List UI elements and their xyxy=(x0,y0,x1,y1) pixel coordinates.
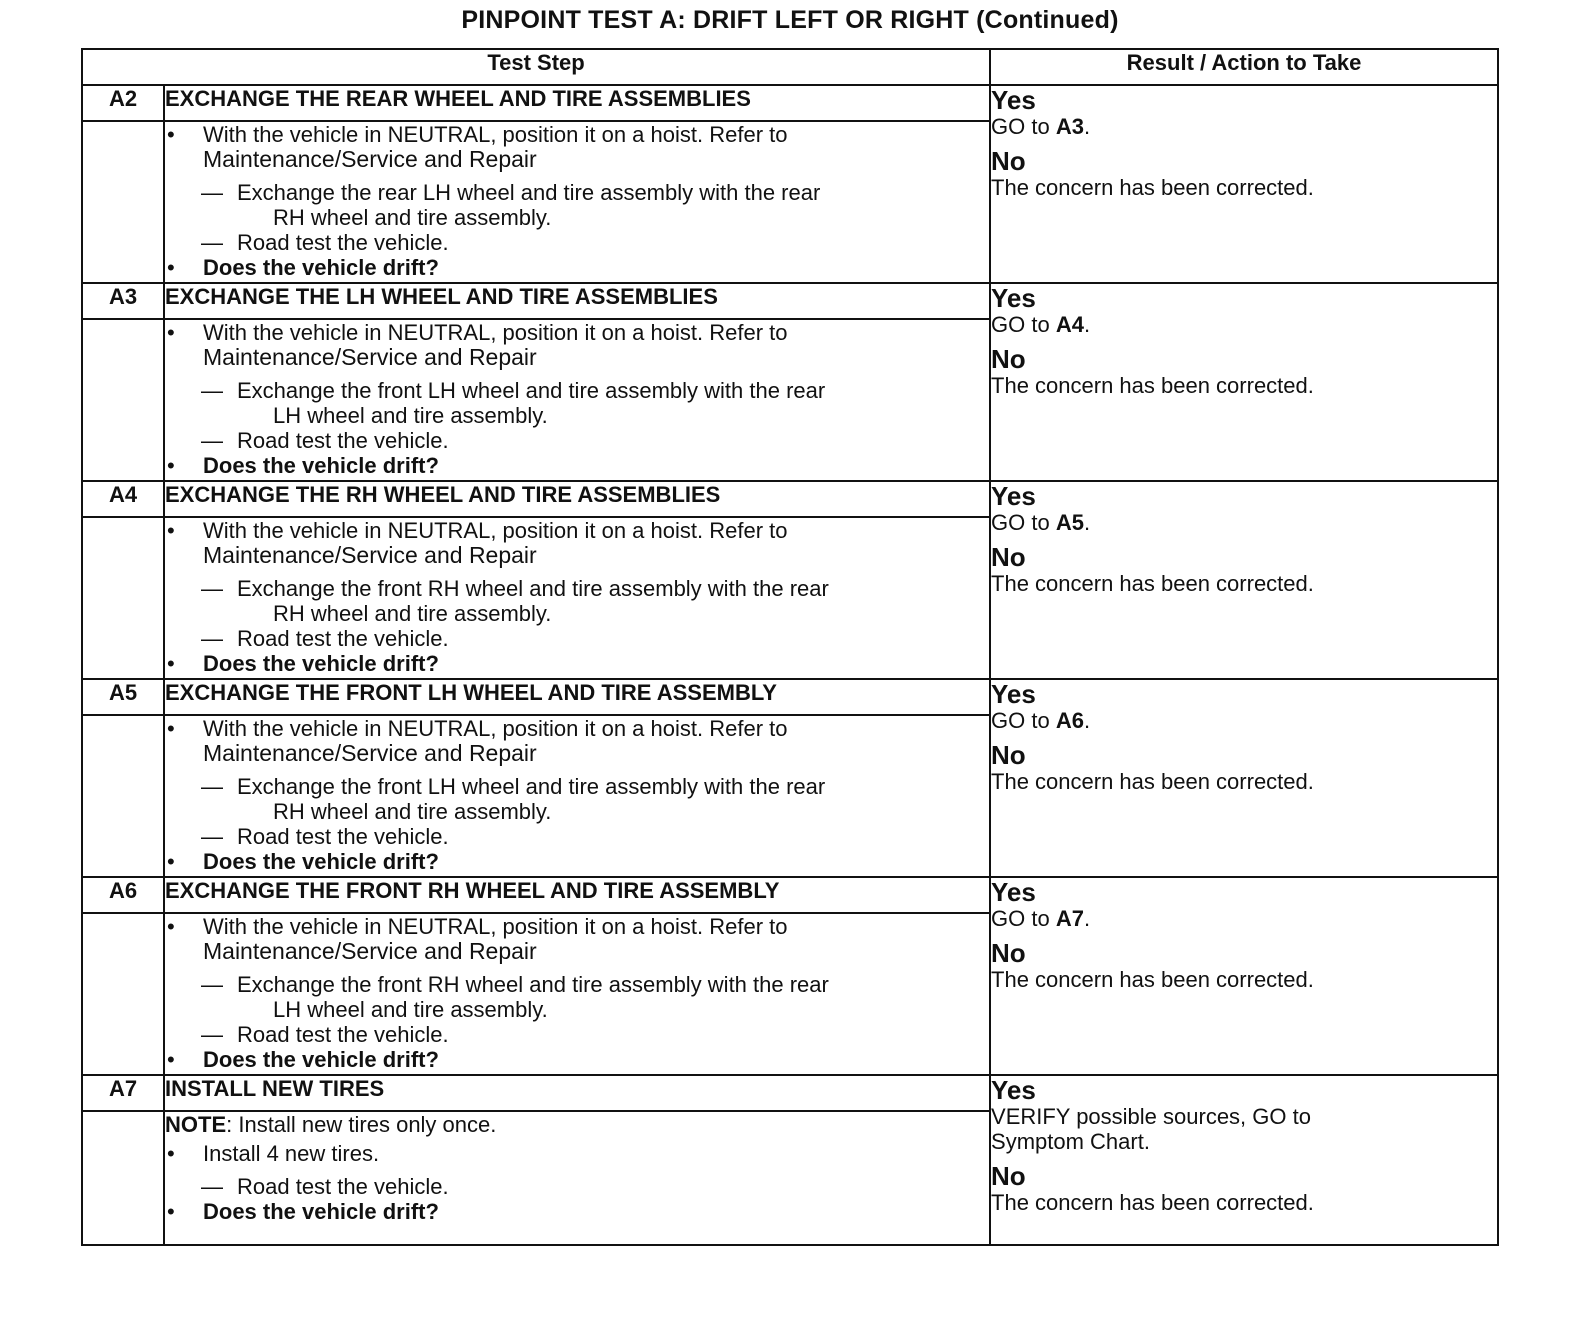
question-item xyxy=(165,1199,989,1224)
bullet-text: With the vehicle in NEUTRAL, position it on a hoist. Refer to xyxy=(203,518,788,543)
no-label: No xyxy=(991,1161,1026,1191)
refer-link[interactable]: Maintenance/Service and Repair xyxy=(203,344,537,370)
bullet-glyph: • xyxy=(167,849,175,874)
yes-action-text: GO to xyxy=(991,510,1056,535)
dash-glyph: — xyxy=(201,1174,223,1199)
yes-label: Yes xyxy=(991,283,1036,313)
question-text: Does the vehicle drift? xyxy=(203,1047,439,1072)
page-title: PINPOINT TEST A: DRIFT LEFT OR RIGHT (Continued) xyxy=(461,6,1119,34)
step-result xyxy=(990,1075,1498,1245)
step-title-row xyxy=(82,1075,1498,1111)
bullet-glyph: • xyxy=(167,1047,175,1072)
dash-text: Road test the vehicle. xyxy=(237,1022,449,1047)
bullet-glyph: • xyxy=(167,453,175,478)
step-body xyxy=(164,121,990,283)
pinpoint-test-table xyxy=(81,48,1499,1246)
step-id-spacer xyxy=(82,319,164,481)
dash-item xyxy=(165,428,989,453)
no-action: The concern has been corrected. xyxy=(991,571,1314,596)
yes-action: GO to A6. xyxy=(991,708,1091,733)
table-header-row xyxy=(82,49,1498,85)
yes-action: GO to A3. xyxy=(991,114,1091,139)
step-id-spacer xyxy=(82,913,164,1075)
step-id-spacer xyxy=(82,517,164,679)
step-id: A4 xyxy=(82,481,164,517)
bullet-glyph: • xyxy=(167,914,175,939)
bullet-item xyxy=(165,1141,989,1166)
yes-label: Yes xyxy=(991,877,1036,907)
dash-text: Road test the vehicle. xyxy=(237,626,449,651)
yes-action: VERIFY possible sources, GO to xyxy=(991,1104,1311,1129)
dash-item xyxy=(165,824,989,849)
yes-action-text: GO to xyxy=(991,312,1056,337)
header-test-step: Test Step xyxy=(82,49,990,85)
yes-action: GO to A4. xyxy=(991,312,1091,337)
dash-glyph: — xyxy=(201,230,223,255)
goto-step-link[interactable]: A3 xyxy=(1055,114,1084,139)
dash-glyph: — xyxy=(201,626,223,651)
yes-action-text: GO to xyxy=(991,906,1056,931)
bullet-item xyxy=(165,122,989,147)
dash-text-cont: LH wheel and tire assembly. xyxy=(273,997,548,1022)
bullet-item xyxy=(165,518,989,543)
dash-item xyxy=(165,230,989,255)
yes-label: Yes xyxy=(991,679,1036,709)
dash-text-cont: RH wheel and tire assembly. xyxy=(273,799,552,824)
dash-item xyxy=(165,626,989,651)
dash-text: Exchange the front LH wheel and tire assembly with the rear xyxy=(237,774,826,799)
dash-glyph: — xyxy=(201,378,223,403)
question-item xyxy=(165,651,989,676)
dash-glyph: — xyxy=(201,824,223,849)
dash-glyph: — xyxy=(201,576,223,601)
bullet-glyph: • xyxy=(167,255,175,280)
step-body xyxy=(164,913,990,1075)
yes-action-text: GO to xyxy=(991,114,1056,139)
goto-step-link[interactable]: A5 xyxy=(1055,510,1084,535)
bullet-text: Install 4 new tires. xyxy=(203,1141,380,1166)
bullet-item xyxy=(165,320,989,345)
goto-step-link[interactable]: A6 xyxy=(1055,708,1084,733)
dash-text: Road test the vehicle. xyxy=(237,824,449,849)
bullet-glyph: • xyxy=(167,1199,175,1224)
no-action: The concern has been corrected. xyxy=(991,373,1314,398)
dash-text: Road test the vehicle. xyxy=(237,428,449,453)
dash-text-cont: LH wheel and tire assembly. xyxy=(273,403,548,428)
step-title-row xyxy=(82,877,1498,913)
yes-action: GO to A5. xyxy=(991,510,1091,535)
step-result xyxy=(990,85,1498,283)
question-text: Does the vehicle drift? xyxy=(203,255,439,280)
step-id-spacer xyxy=(82,715,164,877)
step-result xyxy=(990,481,1498,679)
step-title: EXCHANGE THE FRONT LH WHEEL AND TIRE ASSEMBLY xyxy=(164,679,990,715)
dash-glyph: — xyxy=(201,428,223,453)
refer-link[interactable]: Maintenance/Service and Repair xyxy=(203,938,537,964)
no-label: No xyxy=(991,938,1026,968)
bullet-text: With the vehicle in NEUTRAL, position it on a hoist. Refer to xyxy=(203,320,788,345)
no-label: No xyxy=(991,146,1026,176)
bullet-glyph: • xyxy=(167,651,175,676)
step-title-row xyxy=(82,283,1498,319)
step-title: EXCHANGE THE LH WHEEL AND TIRE ASSEMBLIES xyxy=(164,283,990,319)
step-title: EXCHANGE THE FRONT RH WHEEL AND TIRE ASSEMBLY xyxy=(164,877,990,913)
dash-item xyxy=(165,1174,989,1199)
step-body xyxy=(164,715,990,877)
step-title: EXCHANGE THE RH WHEEL AND TIRE ASSEMBLIES xyxy=(164,481,990,517)
note xyxy=(165,1112,989,1137)
bullet-glyph: • xyxy=(167,1141,175,1166)
yes-label: Yes xyxy=(991,85,1036,115)
step-id: A2 xyxy=(82,85,164,121)
goto-step-link[interactable]: A4 xyxy=(1055,312,1084,337)
dash-text: Exchange the front RH wheel and tire assembly with the rear xyxy=(237,576,829,601)
step-body xyxy=(164,517,990,679)
no-label: No xyxy=(991,740,1026,770)
bullet-glyph: • xyxy=(167,518,175,543)
question-item xyxy=(165,1047,989,1072)
step-title-row xyxy=(82,481,1498,517)
yes-label: Yes xyxy=(991,1075,1036,1105)
dash-item xyxy=(165,774,989,799)
header-result: Result / Action to Take xyxy=(990,49,1498,85)
dash-text: Exchange the front LH wheel and tire assembly with the rear xyxy=(237,378,826,403)
dash-item xyxy=(165,180,989,205)
dash-glyph: — xyxy=(201,180,223,205)
no-action: The concern has been corrected. xyxy=(991,769,1314,794)
dash-item xyxy=(165,378,989,403)
bullet-glyph: • xyxy=(167,716,175,741)
bullet-item xyxy=(165,716,989,741)
refer-link[interactable]: Maintenance/Service and Repair xyxy=(203,146,537,172)
step-id-spacer xyxy=(82,121,164,283)
question-text: Does the vehicle drift? xyxy=(203,453,439,478)
no-action: The concern has been corrected. xyxy=(991,175,1314,200)
no-label: No xyxy=(991,344,1026,374)
step-result xyxy=(990,877,1498,1075)
dash-text: Road test the vehicle. xyxy=(237,1174,449,1199)
note-label: NOTE xyxy=(165,1112,227,1137)
refer-link[interactable]: Maintenance/Service and Repair xyxy=(203,740,537,766)
yes-action-text: GO to xyxy=(991,708,1056,733)
table-body xyxy=(82,85,1498,1245)
step-title-row xyxy=(82,85,1498,121)
question-item xyxy=(165,849,989,874)
no-action: The concern has been corrected. xyxy=(991,967,1314,992)
step-title-row xyxy=(82,679,1498,715)
bullet-text: With the vehicle in NEUTRAL, position it on a hoist. Refer to xyxy=(203,122,788,147)
dash-item xyxy=(165,972,989,997)
symptom-chart-link[interactable]: Symptom Chart. xyxy=(991,1129,1150,1154)
step-id: A5 xyxy=(82,679,164,715)
question-text: Does the vehicle drift? xyxy=(203,651,439,676)
question-text: Does the vehicle drift? xyxy=(203,849,439,874)
question-item xyxy=(165,453,989,478)
yes-label: Yes xyxy=(991,481,1036,511)
dash-text: Road test the vehicle. xyxy=(237,230,449,255)
step-title: INSTALL NEW TIRES xyxy=(164,1075,990,1111)
dash-item xyxy=(165,576,989,601)
refer-link[interactable]: Maintenance/Service and Repair xyxy=(203,542,537,568)
bullet-text: With the vehicle in NEUTRAL, position it on a hoist. Refer to xyxy=(203,914,788,939)
step-id: A7 xyxy=(82,1075,164,1111)
bullet-glyph: • xyxy=(167,320,175,345)
bullet-glyph: • xyxy=(167,122,175,147)
goto-step-link[interactable]: A7 xyxy=(1055,906,1084,931)
dash-glyph: — xyxy=(201,1022,223,1047)
no-label: No xyxy=(991,542,1026,572)
question-item xyxy=(165,255,989,280)
dash-glyph: — xyxy=(201,774,223,799)
step-id: A6 xyxy=(82,877,164,913)
step-id-spacer xyxy=(82,1111,164,1245)
step-id: A3 xyxy=(82,283,164,319)
step-result xyxy=(990,679,1498,877)
step-result xyxy=(990,283,1498,481)
yes-action: GO to A7. xyxy=(991,906,1091,931)
dash-text: Exchange the front RH wheel and tire assembly with the rear xyxy=(237,972,829,997)
dash-item xyxy=(165,1022,989,1047)
step-title: EXCHANGE THE REAR WHEEL AND TIRE ASSEMBLIES xyxy=(164,85,990,121)
dash-text-cont: RH wheel and tire assembly. xyxy=(273,601,552,626)
step-body xyxy=(164,319,990,481)
bullet-text: With the vehicle in NEUTRAL, position it on a hoist. Refer to xyxy=(203,716,788,741)
dash-text-cont: RH wheel and tire assembly. xyxy=(273,205,552,230)
no-action: The concern has been corrected. xyxy=(991,1190,1314,1215)
question-text: Does the vehicle drift? xyxy=(203,1199,439,1224)
note-text: : Install new tires only once. xyxy=(226,1112,497,1137)
dash-text: Exchange the rear LH wheel and tire assembly with the rear xyxy=(237,180,821,205)
step-body xyxy=(164,1111,990,1245)
bullet-item xyxy=(165,914,989,939)
dash-glyph: — xyxy=(201,972,223,997)
